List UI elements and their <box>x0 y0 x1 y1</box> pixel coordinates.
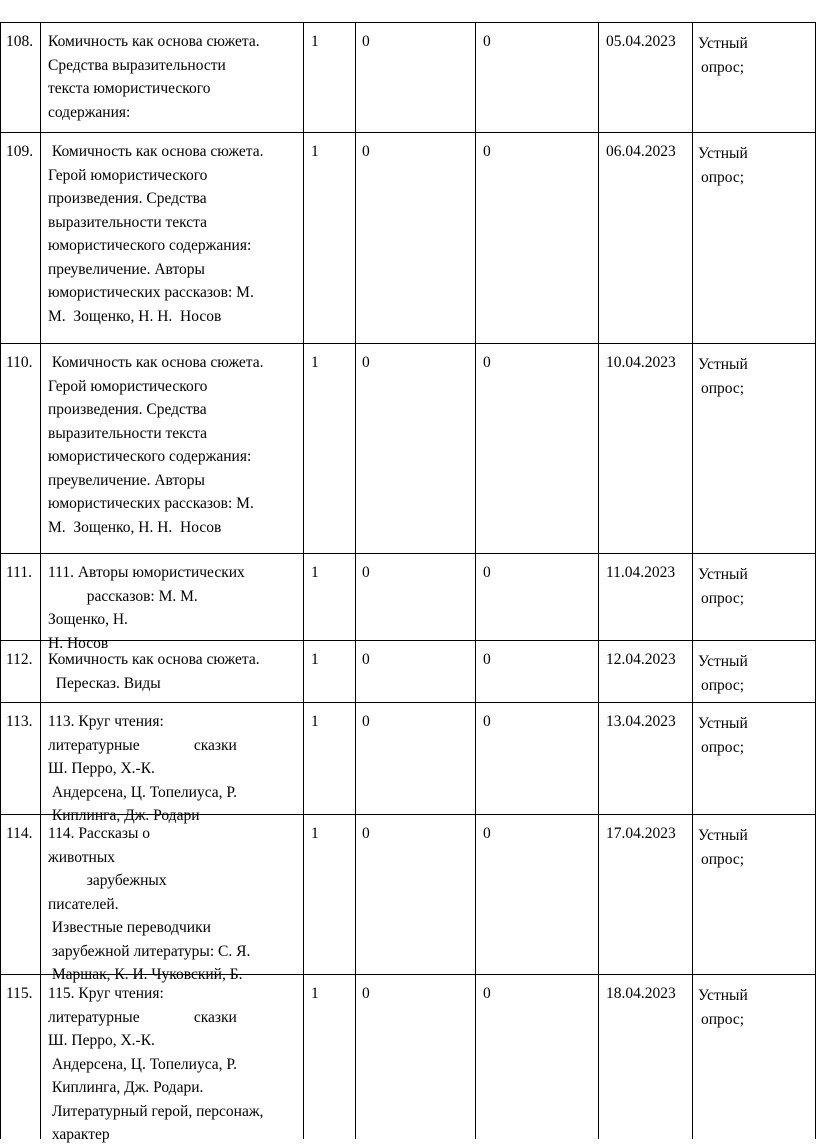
lesson-topic-line: Андерсена, Ц. Топелиуса, Р. <box>48 783 237 801</box>
lesson-topic-line: Киплинга, Дж. Родари. <box>48 1079 204 1096</box>
lesson-number: 114. <box>6 825 33 842</box>
lesson-topic-line: Герой юмористического <box>48 377 208 395</box>
lesson-topic-line: 115. Круг чтения: <box>48 985 164 1002</box>
hours-practical: 0 <box>483 564 491 581</box>
control-form-line: опрос; <box>701 1010 745 1028</box>
lesson-topic-line: литературные сказки <box>48 736 237 754</box>
hours-practical: 0 <box>483 143 491 160</box>
hours-total: 1 <box>311 354 319 371</box>
column-border <box>303 22 304 1139</box>
control-form-line: Устный <box>698 145 748 162</box>
hours-control: 0 <box>362 354 370 371</box>
hours-control: 0 <box>362 33 370 50</box>
lesson-date: 12.04.2023 <box>606 651 676 668</box>
lesson-topic <box>48 561 303 652</box>
lesson-topic-line: Литературный герой, персонаж, <box>48 1102 264 1120</box>
lesson-topic-line: преувеличение. Авторы <box>48 471 205 489</box>
lesson-topic <box>48 648 303 700</box>
lesson-topic-line: выразительности текста <box>48 213 208 231</box>
hours-control: 0 <box>362 143 370 160</box>
lesson-topic-line: Н. Носов <box>48 634 109 652</box>
hours-total: 1 <box>311 33 319 50</box>
hours-practical: 0 <box>483 713 491 730</box>
lesson-number: 113. <box>6 713 33 730</box>
control-form-line: опрос; <box>701 850 745 868</box>
hours-practical: 0 <box>483 985 491 1002</box>
lesson-topic-line: 114. Рассказы о <box>48 825 151 842</box>
row-border <box>0 702 816 703</box>
hours-practical: 0 <box>483 33 491 50</box>
lesson-topic <box>48 982 303 1143</box>
lesson-topic-line: выразительности текста <box>48 424 208 442</box>
lesson-topic-line: рассказов: М. М. <box>48 587 198 605</box>
control-form-line: Устный <box>698 653 748 670</box>
lesson-number: 109. <box>6 143 34 160</box>
hours-control: 0 <box>362 651 370 668</box>
lesson-topic-line: юмористических рассказов: М. <box>48 495 254 512</box>
hours-total: 1 <box>311 713 319 730</box>
lesson-topic-line: Комичность как основа сюжета. <box>48 651 260 668</box>
lesson-date: 06.04.2023 <box>606 143 676 160</box>
lesson-topic-line: зарубежных <box>48 872 167 889</box>
control-form-line: опрос; <box>701 589 745 607</box>
column-border <box>475 22 476 1139</box>
lesson-topic-line: Герой юмористического <box>48 166 208 184</box>
lesson-number: 110. <box>6 354 33 371</box>
column-border <box>0 22 1 1139</box>
lesson-topic-line: писателей. <box>48 895 119 913</box>
lesson-topic <box>48 30 303 130</box>
control-form-line: Устный <box>698 356 748 373</box>
lesson-topic-line: характер <box>48 1126 110 1143</box>
column-border <box>598 22 599 1139</box>
lesson-topic-line: произведения. Средства <box>48 190 207 207</box>
control-form <box>698 984 808 1031</box>
hours-control: 0 <box>362 713 370 730</box>
lesson-number: 115. <box>6 985 33 1002</box>
row-border <box>0 553 816 554</box>
lesson-topic-line: Киплинга, Дж. Родари <box>48 807 200 824</box>
lesson-topic-line: зарубежной литературы: С. Я. <box>48 942 251 960</box>
row-border <box>0 132 816 133</box>
hours-control: 0 <box>362 825 370 842</box>
lesson-date: 13.04.2023 <box>606 713 676 730</box>
lesson-date: 10.04.2023 <box>606 354 676 371</box>
lesson-topic-line: юмористического содержания: <box>48 448 252 465</box>
hours-practical: 0 <box>483 354 491 371</box>
lesson-topic-line: Андерсена, Ц. Топелиуса, Р. <box>48 1055 237 1073</box>
control-form-line: опрос; <box>701 379 745 397</box>
lesson-topic-line: юмористического содержания: <box>48 237 252 254</box>
control-form <box>698 712 808 759</box>
control-form-line: опрос; <box>701 58 745 76</box>
hours-total: 1 <box>311 143 319 160</box>
hours-total: 1 <box>311 564 319 581</box>
lesson-topic-line: 113. Круг чтения: <box>48 713 164 730</box>
lesson-topic <box>48 710 303 824</box>
hours-control: 0 <box>362 985 370 1002</box>
lesson-topic-line: юмористических рассказов: М. <box>48 284 254 301</box>
lesson-topic-line: Комичность как основа сюжета. <box>48 354 264 371</box>
control-form-line: опрос; <box>701 168 745 186</box>
lesson-topic <box>48 351 303 551</box>
lesson-date: 11.04.2023 <box>606 564 676 581</box>
lesson-number: 112. <box>6 651 33 668</box>
lesson-date: 17.04.2023 <box>606 825 676 842</box>
lesson-date: 05.04.2023 <box>606 33 676 50</box>
lesson-topic-line: Средства выразительности <box>48 56 226 74</box>
control-form-line: опрос; <box>701 676 745 694</box>
control-form <box>698 650 808 697</box>
lesson-topic <box>48 822 303 983</box>
hours-control: 0 <box>362 564 370 581</box>
lesson-number: 111. <box>6 564 32 581</box>
lesson-topic-line: Комичность как основа сюжета. <box>48 33 260 50</box>
control-form <box>698 142 808 189</box>
lesson-topic-line: текста юмористического <box>48 80 211 97</box>
lesson-topic-line: М. Зощенко, Н. Н. Носов <box>48 518 222 536</box>
hours-total: 1 <box>311 985 319 1002</box>
lesson-topic-line: Маршак, К. И. Чуковский, Б. <box>48 966 243 983</box>
lesson-number: 108. <box>6 33 34 50</box>
lesson-topic-line: содержания: <box>48 103 131 121</box>
control-form-line: Устный <box>698 827 748 844</box>
control-form <box>698 32 808 79</box>
control-form-line: опрос; <box>701 738 745 756</box>
control-form-line: Устный <box>698 35 748 52</box>
hours-total: 1 <box>311 651 319 668</box>
control-form <box>698 563 808 610</box>
lesson-topic-line: М. Зощенко, Н. Н. Носов <box>48 307 222 325</box>
lesson-topic-line: Пересказ. Виды <box>48 674 161 692</box>
lesson-topic-line: преувеличение. Авторы <box>48 260 205 278</box>
control-form <box>698 353 808 400</box>
lesson-topic-line: Зощенко, Н. <box>48 611 128 628</box>
column-border <box>355 22 356 1139</box>
column-border <box>692 22 693 1139</box>
control-form-line: Устный <box>698 715 748 732</box>
lesson-topic-line: Ш. Перро, Х.-К. <box>48 760 155 777</box>
lesson-topic-line: Комичность как основа сюжета. <box>48 143 264 160</box>
lesson-topic-line: Ш. Перро, Х.-К. <box>48 1032 155 1049</box>
lesson-topic-line: животных <box>48 848 115 866</box>
lesson-topic-line: Известные переводчики <box>48 919 211 936</box>
lesson-date: 18.04.2023 <box>606 985 676 1002</box>
control-form-line: Устный <box>698 566 748 583</box>
control-form <box>698 824 808 871</box>
lesson-topic <box>48 140 303 341</box>
row-border <box>0 343 816 344</box>
row-border <box>0 22 816 23</box>
hours-practical: 0 <box>483 651 491 668</box>
lesson-topic-line: произведения. Средства <box>48 401 207 418</box>
column-border <box>40 22 41 1139</box>
hours-practical: 0 <box>483 825 491 842</box>
lesson-topic-line: 111. Авторы юмористических <box>48 564 245 581</box>
control-form-line: Устный <box>698 987 748 1004</box>
hours-total: 1 <box>311 825 319 842</box>
lesson-topic-line: литературные сказки <box>48 1008 237 1026</box>
